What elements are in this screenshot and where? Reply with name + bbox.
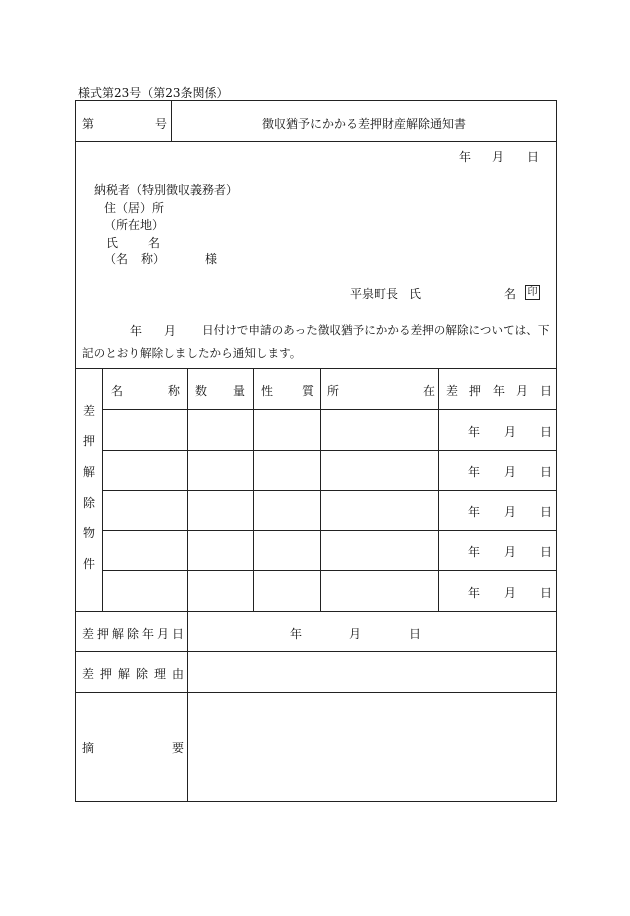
label-char: 押 [100, 667, 113, 681]
release-date-year: 年 [290, 627, 303, 641]
release-date-day: 日 [409, 627, 422, 641]
row-date-year: 年 [468, 545, 481, 559]
seizure-date-char: 差 [446, 384, 459, 398]
vertical-label-char: 押 [82, 434, 95, 448]
row-date-month: 月 [504, 465, 517, 479]
summary-label-first: 摘 [82, 741, 95, 755]
body-line-2: 記のとおり解除しましたから通知します。 [82, 346, 302, 360]
document-title: 徴収猶予にかかる差押財産解除通知書 [262, 117, 467, 131]
label-char: 除 [127, 627, 140, 641]
label-char: 差 [82, 667, 95, 681]
vertical-label-char: 差 [82, 404, 95, 418]
col-header-quality-first: 性 [261, 384, 274, 398]
issue-date-month: 月 [492, 150, 505, 164]
col-header-name-second: 称 [168, 384, 181, 398]
summary-label-second: 要 [172, 741, 185, 755]
corp-name-label-second: 称） [141, 252, 166, 266]
col-header-name-first: 名 [111, 384, 124, 398]
vertical-label-char: 除 [82, 496, 95, 510]
address-label: 住（居）所 [104, 201, 165, 215]
row-date-day: 日 [540, 425, 553, 439]
label-char: 差 [82, 627, 95, 641]
row-date-day: 日 [540, 465, 553, 479]
number-label-second: 号 [155, 117, 168, 131]
form-id: 様式第23号（第23条関係） [78, 86, 229, 100]
location-label: （所在地） [104, 218, 165, 232]
sender-name-label-first: 氏 [409, 287, 422, 301]
row-date-month: 月 [504, 505, 517, 519]
col-header-quantity-first: 数 [195, 384, 208, 398]
issue-date-year: 年 [459, 150, 472, 164]
row-date-day: 日 [540, 505, 553, 519]
body-line-1: 日付けで申請のあった徴収猶予にかかる差押の解除については、下 [202, 323, 550, 337]
label-char: 除 [136, 667, 149, 681]
name-label-first: 氏 [106, 236, 119, 250]
row-date-year: 年 [468, 425, 481, 439]
row-date-year: 年 [468, 505, 481, 519]
col-header-quality-second: 質 [302, 384, 315, 398]
label-char: 月 [157, 627, 170, 641]
col-header-location-first: 所 [327, 384, 340, 398]
label-char: 解 [112, 627, 125, 641]
sender-title: 平泉町長 [350, 287, 399, 301]
label-char: 解 [118, 667, 131, 681]
row-date-month: 月 [504, 425, 517, 439]
label-char: 日 [172, 627, 185, 641]
taxpayer-label: 納税者（特別徴収義務者） [94, 183, 239, 197]
row-date-month: 月 [504, 545, 517, 559]
number-label-first: 第 [82, 117, 95, 131]
label-char: 由 [172, 667, 185, 681]
sender-name-label-second: 名 [504, 287, 517, 301]
release-date-month: 月 [349, 627, 362, 641]
col-header-quantity-second: 量 [233, 384, 246, 398]
vertical-label-char: 解 [82, 465, 95, 479]
seizure-date-char: 日 [540, 384, 553, 398]
body-month: 月 [164, 324, 177, 338]
label-char: 年 [142, 627, 155, 641]
seizure-date-char: 月 [516, 384, 529, 398]
row-date-day: 日 [540, 545, 553, 559]
vertical-label-char: 物 [82, 526, 95, 540]
row-date-year: 年 [468, 465, 481, 479]
row-date-day: 日 [540, 586, 553, 600]
label-char: 理 [154, 667, 167, 681]
honorific: 様 [205, 252, 218, 266]
row-date-year: 年 [468, 586, 481, 600]
label-char: 押 [97, 627, 110, 641]
col-header-location-second: 在 [423, 384, 436, 398]
name-label-second: 名 [148, 236, 161, 250]
seizure-date-char: 年 [493, 384, 506, 398]
issue-date-day: 日 [527, 150, 540, 164]
seal-mark: 印 [525, 285, 540, 300]
seizure-date-char: 押 [469, 384, 482, 398]
corp-name-label-first: （名 [104, 252, 129, 266]
body-year: 年 [130, 324, 143, 338]
vertical-label-char: 件 [82, 557, 95, 571]
row-date-month: 月 [504, 586, 517, 600]
